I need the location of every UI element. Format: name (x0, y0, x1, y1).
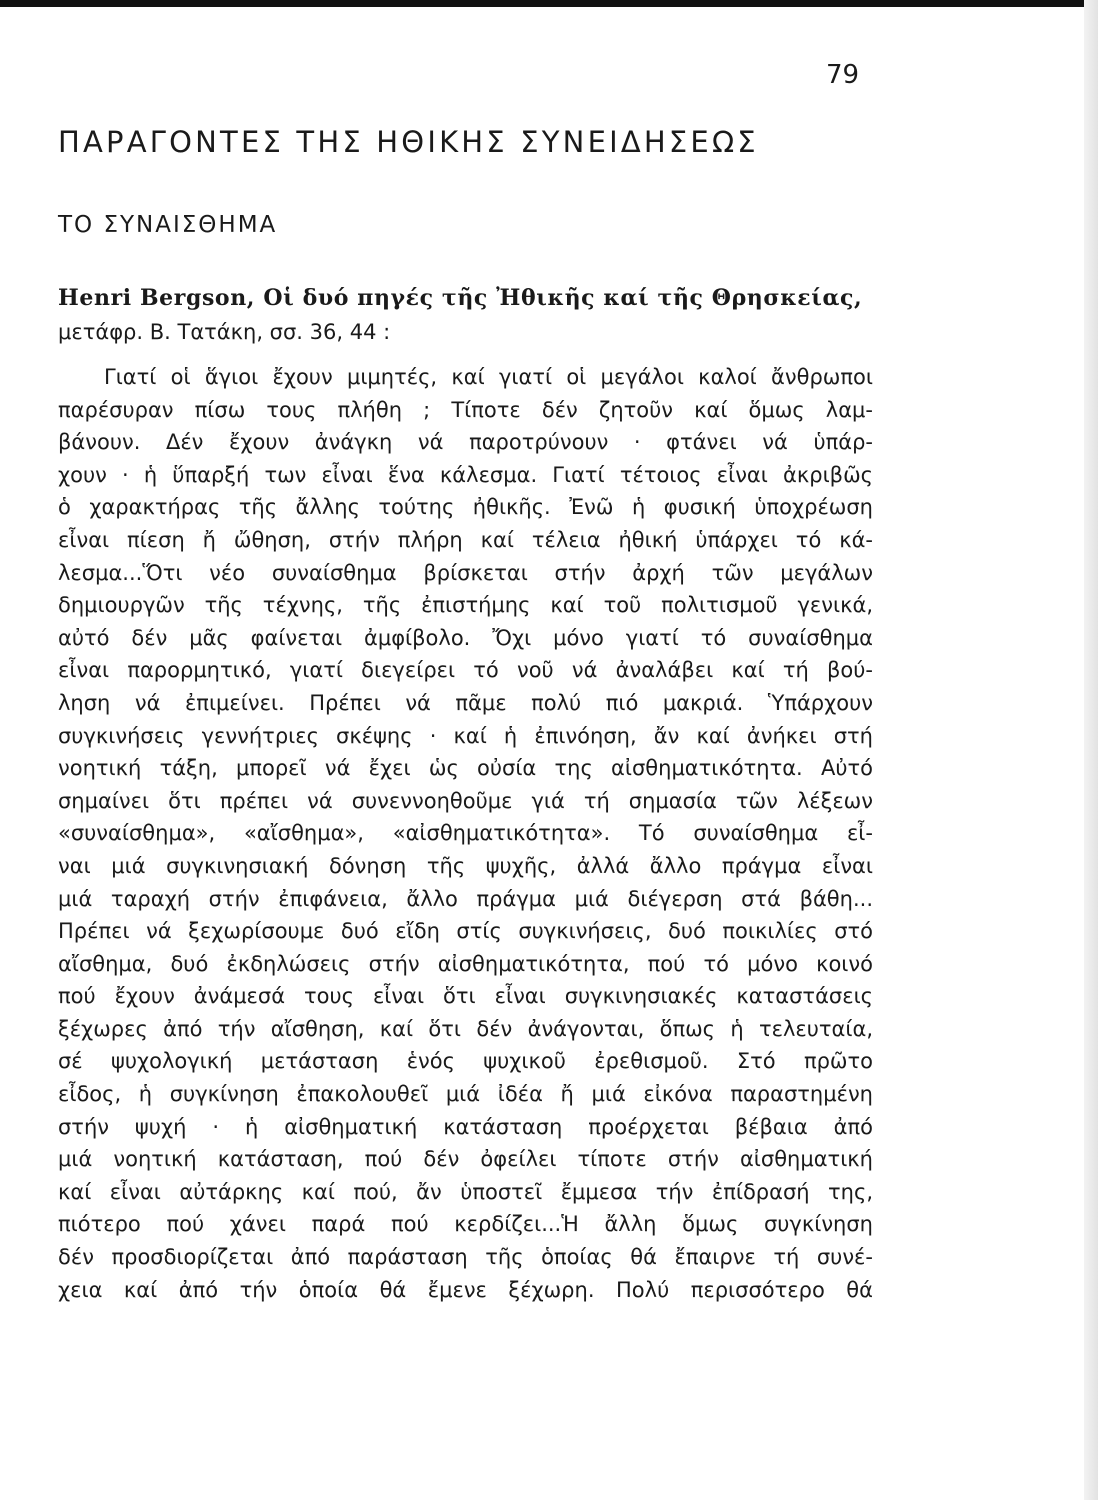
body-line: συγκινήσεις γεννήτριες σκέψης · καί ἡ ἐπινόηση, ἄν καί ἀνήκει στή (58, 723, 873, 748)
body-line: εἶναι παρορμητικό, γιατί διεγείρει τό νοῦ νά ἀναλάβει καί τή βού- (58, 658, 873, 683)
body-paragraph (58, 361, 873, 1306)
body-line: Γιατί οἱ ἅγιοι ἔχουν μιμητές, καί γιατί οἱ μεγάλοι καλοί ἄνθρωποι (104, 365, 873, 389)
body-line: λεσμα...Ὅτι νέο συναίσθημα βρίσκεται στήν ἀρχή τῶν μεγάλων (58, 560, 873, 585)
body-line: εἶναι πίεση ἤ ὤθηση, στήν πλήρη καί τέλεια ἠθική ὑπάρχει τό κά- (58, 527, 873, 552)
body-line: μιά ταραχή στήν ἐπιφάνεια, ἄλλο πράγμα μιά διέγερση στά βάθη... (58, 886, 873, 911)
body-line: «συναίσθημα», «αἴσθημα», «αἰσθηματικότητα». Τό συναίσθημα εἶ- (58, 821, 873, 846)
body-line: πιότερο πού χάνει παρά πού κερδίζει...Ἡ ἄλλη ὅμως συγκίνηση (58, 1212, 873, 1237)
body-line: χουν · ἡ ὕπαρξή των εἶναι ἕνα κάλεσμα. Γιατί τέτοιος εἶναι ἀκριβῶς (58, 462, 873, 487)
body-line: πού ἔχουν ἀνάμεσά τους εἶναι ὅτι εἶναι συγκινησιακές καταστάσεις (58, 984, 873, 1009)
scan-edge-top (0, 0, 1098, 7)
body-line: αὐτό δέν μᾶς φαίνεται ἀμφίβολο. Ὄχι μόνο γιατί τό συναίσθημα (58, 625, 873, 650)
body-line: νοητική τάξη, μπορεῖ νά ἔχει ὡς οὐσία της αἰσθηματικότητα. Αὐτό (58, 756, 873, 781)
scan-edge-right (1084, 0, 1098, 1500)
citation-translation: μετάφρ. Β. Τατάκη, σσ. 36, 44 : (58, 320, 391, 344)
body-line: ναι μιά συγκινησιακή δόνηση τῆς ψυχῆς, ἀλλά ἄλλο πράγμα εἶναι (58, 853, 873, 878)
chapter-title: ΠΑΡΑΓΟΝΤΕΣ ΤΗΣ ΗΘΙΚΗΣ ΣΥΝΕΙΔΗΣΕΩΣ (58, 125, 759, 159)
body-line: παρέσυραν πίσω τους πλήθη ; Τίποτε δέν ζητοῦν καί ὅμως λαμ- (58, 397, 873, 422)
body-line: σέ ψυχολογική μετάσταση ἑνός ψυχικοῦ ἐρεθισμοῦ. Στό πρῶτο (58, 1049, 873, 1074)
body-line: εἶδος, ἡ συγκίνηση ἐπακολουθεῖ μιά ἰδέα ἤ μιά εἰκόνα παραστημένη (58, 1082, 873, 1107)
body-line: αἴσθημα, δυό ἐκδηλώσεις στήν αἰσθηματικότητα, πού τό μόνο κοινό (58, 951, 873, 976)
body-line: δημιουργῶν τῆς τέχνης, τῆς ἐπιστήμης καί τοῦ πολιτισμοῦ γενικά, (58, 593, 873, 618)
body-line: χεια καί ἀπό τήν ὁποία θά ἔμενε ξέχωρη. Πολύ περισσότερο θά (58, 1277, 873, 1302)
body-line: καί εἶναι αὐτάρκης καί πού, ἄν ὑποστεῖ ἔμμεσα τήν ἐπίδρασή της, (58, 1179, 873, 1204)
body-line: ὁ χαρακτήρας τῆς ἄλλης τούτης ἠθικῆς. Ἐνῶ ἡ φυσική ὑποχρέωση (58, 495, 873, 520)
section-title: ΤΟ ΣΥΝΑΙΣΘΗΜΑ (58, 212, 278, 238)
body-line: στήν ψυχή · ἡ αἰσθηματική κατάσταση προέρχεται βέβαια ἀπό (58, 1114, 873, 1139)
body-line: δέν προσδιορίζεται ἀπό παράσταση τῆς ὁποίας θά ἔπαιρνε τή συνέ- (58, 1245, 873, 1270)
body-line: ξέχωρες ἀπό τήν αἴσθηση, καί ὅτι δέν ἀνάγονται, ὅπως ἡ τελευταία, (58, 1016, 873, 1041)
citation-author-work: Henri Bergson, Οἱ δυό πηγές τῆς Ἠθικῆς καί τῆς Θρησκείας, (58, 285, 863, 311)
body-line: Πρέπει νά ξεχωρίσουμε δυό εἴδη στίς συγκινήσεις, δυό ποικιλίες στό (58, 919, 873, 944)
body-line: μιά νοητική κατάσταση, πού δέν ὀφείλει τίποτε στήν αἰσθηματική (58, 1147, 873, 1172)
body-line: σημαίνει ὅτι πρέπει νά συνεννοηθοῦμε γιά τή σημασία τῶν λέξεων (58, 788, 873, 813)
page-number: 79 (826, 60, 860, 90)
body-line: βάνουν. Δέν ἔχουν ἀνάγκη νά παροτρύνουν · φτάνει νά ὑπάρ- (58, 430, 873, 455)
body-line: ληση νά ἐπιμείνει. Πρέπει νά πᾶμε πολύ πιό μακριά. Ὑπάρχουν (58, 690, 873, 715)
citation (58, 282, 878, 348)
